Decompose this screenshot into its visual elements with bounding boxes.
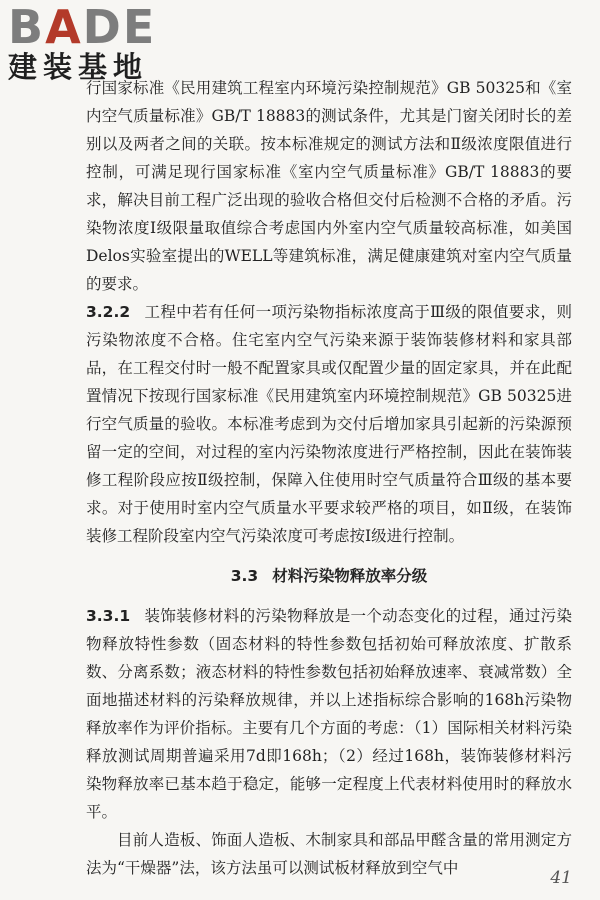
clause-3-3-1 [86,602,572,826]
page-number: 41 [550,868,572,888]
logo-subtitle: 建装基地 [8,50,149,84]
clause-number: 3.2.2 [86,303,131,321]
logo-wordmark [8,0,178,54]
document-body [86,74,572,882]
section-number: 3.3 [230,567,259,585]
logo-letter-e: E [122,0,157,54]
clause-3-2-2 [86,298,572,550]
section-title: 材料污染物释放率分级 [272,567,428,585]
logo-letter-a: A [45,0,83,54]
section-heading [86,562,572,590]
clause-text: 工程中若有任何一项污染物指标浓度高于Ⅲ级的限值要求，则污染物浓度不合格。住宅室内空气污染来源于装饰装修材料和家具部品，在工程交付时一般不配置家具或仅配置少量的固定家具，并在此配置情况下按现行国家标准《民用建筑室内环境控制规范》GB 50325进行空气质量的验收。本标准考虑到为交付后增加家具引起新的污染源预留一定的空间，对过程的室内污染物浓度进行严格控制，因此在装饰装修工程阶段应按Ⅱ级控制，保障入住使用时空气质量符合Ⅲ级的基本要求。对于使用时室内空气质量水平要求较严格的项目，如Ⅱ级，在装饰装修工程阶段室内空气污染浓度可考虑按Ⅰ级进行控制。 [86,303,572,545]
clause-text: 装饰装修材料的污染物释放是一个动态变化的过程，通过污染物释放特性参数（固态材料的特性参数包括初始可释放浓度、扩散系数、分离系数；液态材料的特性参数包括初始释放速率、衰减常数）全面地描述材料的污染释放规律，并以上述指标综合影响的168h污染物释放率作为评价指标。主要有几个方面的考虑：（1）国际相关材料污染释放测试周期普遍采用7d即168h；（2）经过168h，装饰装修材料污染物释放率已基本趋于稳定，能够一定程度上代表材料使用时的释放水平。 [86,607,572,821]
paragraph-continuation: 行国家标准《民用建筑工程室内环境污染控制规范》GB 50325和《室内空气质量标准》GB/T 18883的测试条件，尤其是门窗关闭时长的差别以及两者之间的关联。按本标准规定的测试方法和Ⅱ级浓度限值进行控制，可满足现行国家标准《室内空气质量标准》GB/T 18883的要求，解决目前工程广泛出现的验收合格但交付后检测不合格的矛盾。污染物浓度Ⅰ级限量取值综合考虑国内外室内空气质量较高标准，如美国Delos实验室提出的WELL等建筑标准，满足健康建筑对室内空气质量的要求。 [86,79,572,293]
paragraph: 目前人造板、饰面人造板、木制家具和部品甲醛含量的常用测定方法为“干燥器”法，该方法虽可以测试板材释放到空气中 [86,831,572,877]
clause-number: 3.3.1 [86,607,131,625]
logo-letter-b: B [8,0,46,54]
brand-logo [8,0,178,84]
logo-letter-d: D [82,0,123,54]
